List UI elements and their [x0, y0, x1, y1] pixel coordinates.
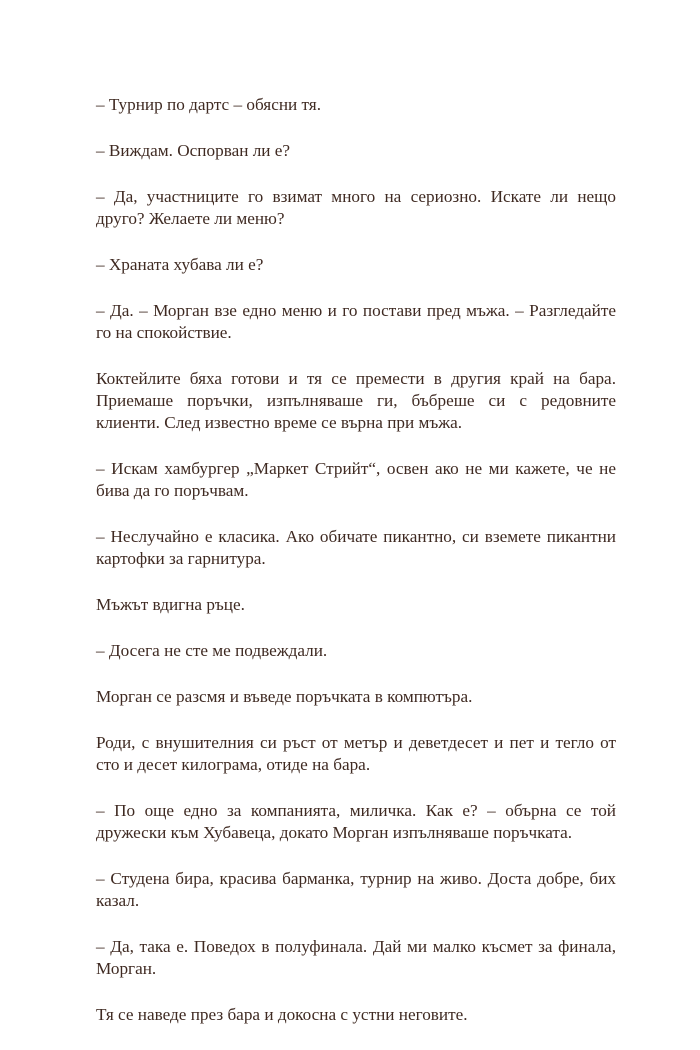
- paragraph: – По още едно за компанията, миличка. Как е? – обърна се той дружески към Хубавеца, докато Морган изпълняваше поръчката.: [96, 801, 616, 842]
- paragraph: – Искам хамбургер „Маркет Стрийт“, освен ако не ми кажете, че не бива да го поръчвам.: [96, 459, 616, 500]
- paragraph: Морган се разсмя и въведе поръчката в компютъра.: [96, 687, 473, 706]
- paragraph: – Турнир по дартс – обясни тя.: [96, 95, 321, 114]
- paragraph: – Досега не сте ме подвеждали.: [96, 641, 328, 660]
- paragraph: Мъжът вдигна ръце.: [96, 595, 245, 614]
- paragraph: Роди, с внушителния си ръст от метър и деветдесет и пет и тегло от сто и десет килограма, отиде на бара.: [96, 733, 616, 774]
- paragraph: Тя се наведе през бара и докосна с устни неговите.: [96, 1005, 468, 1024]
- paragraph: – Виждам. Оспорван ли е?: [96, 141, 291, 160]
- paragraph: – Да, така е. Поведох в полуфинала. Дай ми малко късмет за финала, Морган.: [96, 937, 616, 978]
- text-body: [96, 94, 616, 1050]
- paragraph: – Неслучайно е класика. Ако обичате пикантно, си вземете пикантни картофки за гарнитура.: [96, 527, 616, 568]
- paragraph: – Храната хубава ли е?: [96, 255, 264, 274]
- paragraph: – Студена бира, красива барманка, турнир на живо. Доста добре, бих казал.: [96, 869, 616, 910]
- paragraph: Коктейлите бяха готови и тя се премести в другия край на бара. Приемаше поръчки, изпълняваше ги, бъбреше си с редовните клиенти. След известно време се върна при мъжа.: [96, 369, 616, 432]
- paragraph: – Да, участниците го взимат много на сериозно. Искате ли нещо друго? Желаете ли меню?: [96, 187, 616, 228]
- paragraph: – Да. – Морган взе едно меню и го постави пред мъжа. – Разгледайте го на спокойствие.: [96, 301, 616, 342]
